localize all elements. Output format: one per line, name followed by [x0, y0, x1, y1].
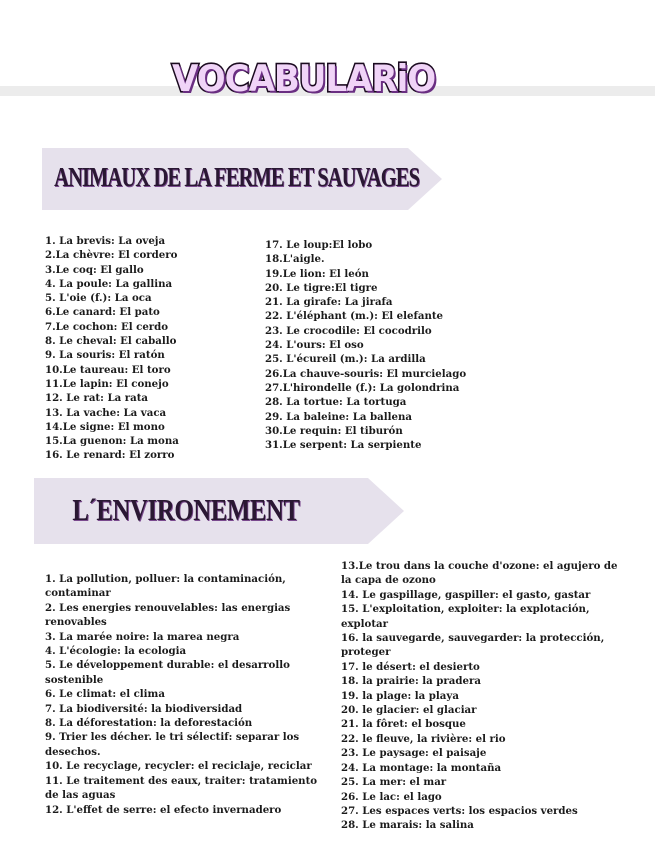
vocab-item: 6. Le climat: el clima	[45, 688, 165, 701]
vocab-item: 20. le glacier: el glaciar	[341, 704, 477, 717]
vocab-item: 14. Le gaspillage, gaspiller: el gasto, gastar	[341, 588, 591, 601]
vocab-item: 15.La guenon: La mona	[45, 435, 179, 448]
vocab-item: 25. La mer: el mar	[341, 776, 447, 789]
vocab-item: 31.Le serpent: La serpiente	[265, 439, 422, 452]
vocab-item: 22. L'éléphant (m.): El elefante	[265, 310, 444, 323]
vocab-item: 26.La chauve-souris: El murcielago	[265, 367, 467, 380]
vocab-item: 21. la fôret: el bosque	[341, 718, 466, 731]
vocab-item: 14.Le signe: El mono	[45, 420, 165, 433]
section-banner-animals	[42, 148, 442, 210]
vocab-item: 29. La baleine: La ballena	[265, 410, 412, 423]
vocab-item: 7.Le cochon: El cerdo	[45, 320, 169, 333]
vocab-item: 8. Le cheval: El caballo	[45, 335, 177, 348]
vocab-item: 4. La poule: La gallina	[45, 277, 173, 290]
vocab-item: 3. La marée noire: la marea negra	[45, 630, 240, 643]
vocab-item: 9. La souris: El ratón	[45, 349, 165, 362]
vocab-item: 3.Le coq: El gallo	[45, 263, 144, 276]
vocab-item: 2.La chèvre: El cordero	[45, 249, 178, 262]
vocab-item: 25. L'écureil (m.): La ardilla	[265, 353, 426, 366]
vocab-item: 24. La montage: la montaña	[341, 761, 502, 774]
vocab-item: 9. Trier les décher. le tri sélectif: separar los desechos.	[45, 731, 300, 758]
environment-list-right	[341, 559, 631, 833]
vocab-item: 27.L'hirondelle (f.): La golondrina	[265, 381, 460, 394]
vocab-item: 7. La biodiversité: la biodiversidad	[45, 702, 243, 715]
vocab-item: 23. Le crocodile: El cocodrilo	[265, 324, 432, 337]
section-heading-animals: ANIMAUX DE LA FERME ET SAUVAGES	[54, 162, 420, 192]
vocab-item: 15. L'exploitation, exploiter: la explotación, explotar	[341, 603, 590, 630]
vocab-item: 19.Le lion: El león	[265, 267, 369, 280]
vocab-item: 10. Le recyclage, recycler: el reciclaje, reciclar	[45, 760, 312, 773]
vocab-item: 20. Le tigre:El tigre	[265, 281, 378, 294]
vocab-item: 17. Le loup:El lobo	[265, 239, 373, 251]
vocab-item: 11. Le traitement des eaux, traiter: tratamiento de las aguas	[45, 774, 318, 802]
vocab-item: 24. L'ours: El oso	[265, 339, 364, 352]
vocab-item: 23. Le paysage: el paisaje	[341, 747, 487, 760]
environment-list-left	[45, 572, 325, 817]
vocab-item: 17. le désert: el desierto	[341, 660, 480, 673]
page-title: VOCABULARiO	[172, 57, 436, 101]
vocab-item: 22. le fleuve, la rivière: el rio	[341, 732, 506, 745]
vocab-item: 26. Le lac: el lago	[341, 790, 442, 803]
vocab-item: 28. Le marais: la salina	[341, 819, 474, 832]
animals-list-left	[45, 234, 245, 463]
vocab-item: 8. La déforestation: la deforestación	[45, 717, 253, 730]
animals-list-right	[265, 238, 505, 452]
vocab-item: 16. Le renard: El zorro	[45, 449, 175, 462]
vocab-item: 18. la prairie: la pradera	[341, 675, 481, 688]
vocab-item: 30.Le requin: El tiburón	[265, 424, 403, 437]
vocab-item: 18.L'aigle.	[265, 253, 325, 266]
vocab-item: 2. Les energies renouvelables: las energias renovables	[45, 601, 291, 629]
vocab-item: 11.Le lapin: El conejo	[45, 377, 169, 390]
section-heading-environment: L´ENVIRONEMENT	[72, 492, 300, 527]
vocab-item: 5. Le développement durable: el desarrollo sostenible	[45, 659, 290, 686]
vocab-item: 16. la sauvegarde, sauvegarder: la protección, proteger	[341, 632, 605, 659]
section-banner-environment	[34, 478, 404, 544]
vocab-item: 27. Les espaces verts: los espacios verdes	[341, 804, 578, 817]
vocab-item: 28. La tortue: La tortuga	[265, 396, 407, 409]
vocab-item: 21. La girafe: La jirafa	[265, 296, 393, 309]
vocab-item: 1. La brevis: La oveja	[45, 235, 166, 247]
vocab-item: 12. Le rat: La rata	[45, 392, 149, 405]
vocab-item: 5. L'oie (f.): La oca	[45, 292, 152, 305]
vocab-item: 13. La vache: La vaca	[45, 406, 167, 419]
vocab-item: 10.Le taureau: El toro	[45, 363, 171, 376]
vocab-item: 12. L'effet de serre: el efecto invernadero	[45, 803, 282, 816]
vocab-item: 13.Le trou dans la couche d'ozone: el agujero de la capa de ozono	[341, 560, 618, 587]
vocab-item: 19. la plage: la playa	[341, 689, 459, 702]
vocab-item: 6.Le canard: El pato	[45, 306, 160, 319]
vocab-item: 4. L'écologie: la ecologia	[45, 645, 187, 658]
vocab-item: 1. La pollution, polluer: la contaminación, contaminar	[45, 573, 286, 600]
